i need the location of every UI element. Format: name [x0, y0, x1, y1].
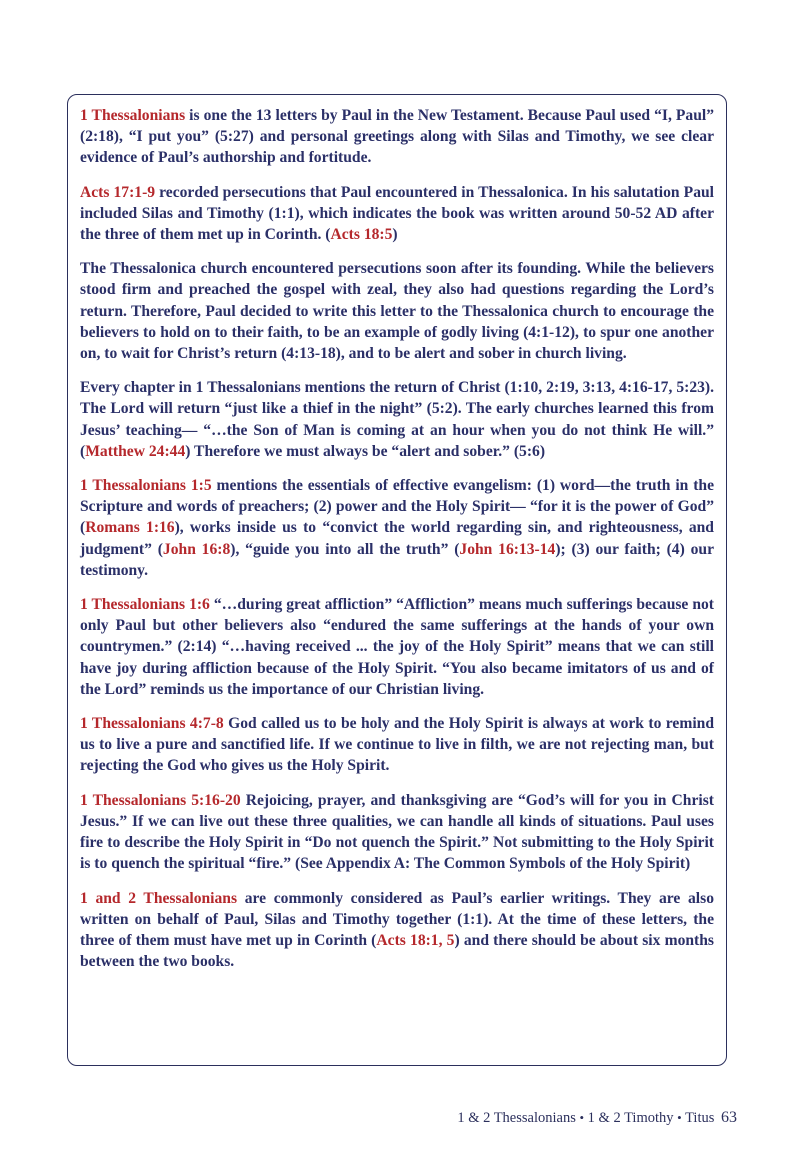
scripture-reference: 1 Thessalonians 4:7-8 — [80, 715, 224, 733]
scripture-reference: 1 Thessalonians 5:16-20 — [80, 791, 241, 809]
scripture-reference: 1 and 2 Thessalonians — [80, 889, 238, 907]
paragraph — [80, 182, 714, 246]
paragraph-text: mentions the essentials of effective evangelism: (1) word—the truth in the Scripture and words of preachers; (2) power and the Holy Spirit— “for it is the power of God” ( — [80, 477, 715, 537]
paragraph-text: are commonly considered as Paul’s earlier writings. They are also written on behalf of Paul, Silas and Timothy together (1:1). At the time of these letters, the three of them must have met up in Corinth ( — [80, 889, 715, 949]
paragraph-text: is one the 13 letters by Paul in the New Testament. Because Paul used “I, Paul” (2:18), “I put you” (5:27) and personal greetings along with Silas and Timothy, we see clear evidence of Paul’s authorship and fortitude. — [80, 107, 714, 167]
scripture-reference: 1 Thessalonians 1:5 — [80, 477, 212, 495]
scripture-reference: 1 Thessalonians — [80, 107, 186, 124]
scripture-reference: John 16:8 — [162, 540, 231, 558]
paragraph-text: ) and there should be about six months between the two books. — [80, 931, 714, 971]
paragraph-text: ), works inside us to “convict the world regarding sin, and righteousness, and judgment” ( — [80, 519, 714, 558]
paragraph-text: “…during great affliction” “Affliction” means much sufferings because not only Paul but other believers also “endured the same sufferings at the hands of your own countrymen.” (2:14) “…having received ... the joy of the Holy Spirit” means that we can still have joy during affliction because of the Holy Spirit. “You also became imitators of us and of the Lord” reminds us the importance of our Christian living. — [80, 596, 714, 698]
paragraph-text: ); (3) our faith; (4) our testimony. — [80, 540, 715, 579]
footer-book-thessalonians: 1 & 2 Thessalonians — [457, 1110, 576, 1126]
paragraph-text: ), “guide you into all the truth” ( — [230, 540, 460, 558]
footer-separator: • — [677, 1110, 682, 1125]
paragraph — [80, 377, 714, 462]
footer-book-titus: Titus — [685, 1110, 715, 1126]
page-footer — [457, 1109, 737, 1127]
paragraph — [80, 594, 714, 700]
paragraph-text: ) Therefore we must always be “alert and sober.” (5:6) — [185, 442, 546, 460]
paragraph-text: ) — [392, 226, 398, 244]
paragraph — [80, 790, 714, 875]
paragraph-text: recorded persecutions that Paul encountered in Thessalonica. In his salutation Paul included Silas and Timothy (1:1), which indicates the book was written around 50-52 AD after the three of them met up in Corinth. ( — [80, 183, 714, 244]
commentary-box — [67, 94, 727, 1066]
paragraph-text: Every chapter in 1 Thessalonians mentions the return of Christ (1:10, 2:19, 3:13, 4:16-17, 5:23). The Lord will return “just like a thief in the night” (5:2). The early churches learned this from Jesus’ teaching— “…the Son of Man is coming at an hour when you do not think He will.” ( — [80, 379, 714, 460]
scripture-reference: Acts 18:1, 5 — [376, 931, 455, 949]
footer-separator: • — [579, 1110, 585, 1125]
paragraph — [80, 258, 714, 364]
scripture-reference: John 16:13-14 — [459, 540, 556, 558]
paragraph — [80, 713, 714, 777]
page-number: 63 — [721, 1109, 737, 1126]
scripture-reference: Matthew 24:44 — [85, 442, 186, 460]
paragraph-text: Rejoicing, prayer, and thanksgiving are “God’s will for you in Christ Jesus.” If we can live out these three qualities, we can handle all kinds of situations. Paul uses fire to describe the Holy Spirit in “Do not quench the Spirit.” Not submitting to the Holy Spirit is to quench the spiritual “fire.” (See Appendix A: The Common Symbols of the Holy Spirit) — [80, 791, 714, 873]
paragraph — [80, 888, 714, 973]
scripture-reference: Acts 18:5 — [330, 226, 393, 244]
paragraph — [80, 475, 714, 581]
scripture-reference: 1 Thessalonians 1:6 — [80, 596, 210, 614]
scripture-reference: Romans 1:16 — [85, 519, 175, 537]
footer-book-timothy: 1 & 2 Timothy — [587, 1110, 674, 1126]
scripture-reference: Acts 17:1-9 — [80, 183, 156, 201]
paragraph-text: The Thessalonica church encountered persecutions soon after its founding. While the believers stood firm and preached the gospel with zeal, they also had questions regarding the Lord’s return. Therefore, Paul decided to write this letter to the Thessalonica church to encourage the believers to hold on to their faith, to be an example of godly living (4:1-12), to spur one another on, to wait for Christ’s return (4:13-18), and to be alert and sober in church living. — [80, 260, 714, 363]
paragraph-text: God called us to be holy and the Holy Spirit is always at work to remind us to live a pure and sanctified life. If we continue to live in filth, we are not rejecting man, but rejecting the God who gives us the Holy Spirit. — [80, 715, 714, 775]
paragraph — [80, 105, 714, 169]
